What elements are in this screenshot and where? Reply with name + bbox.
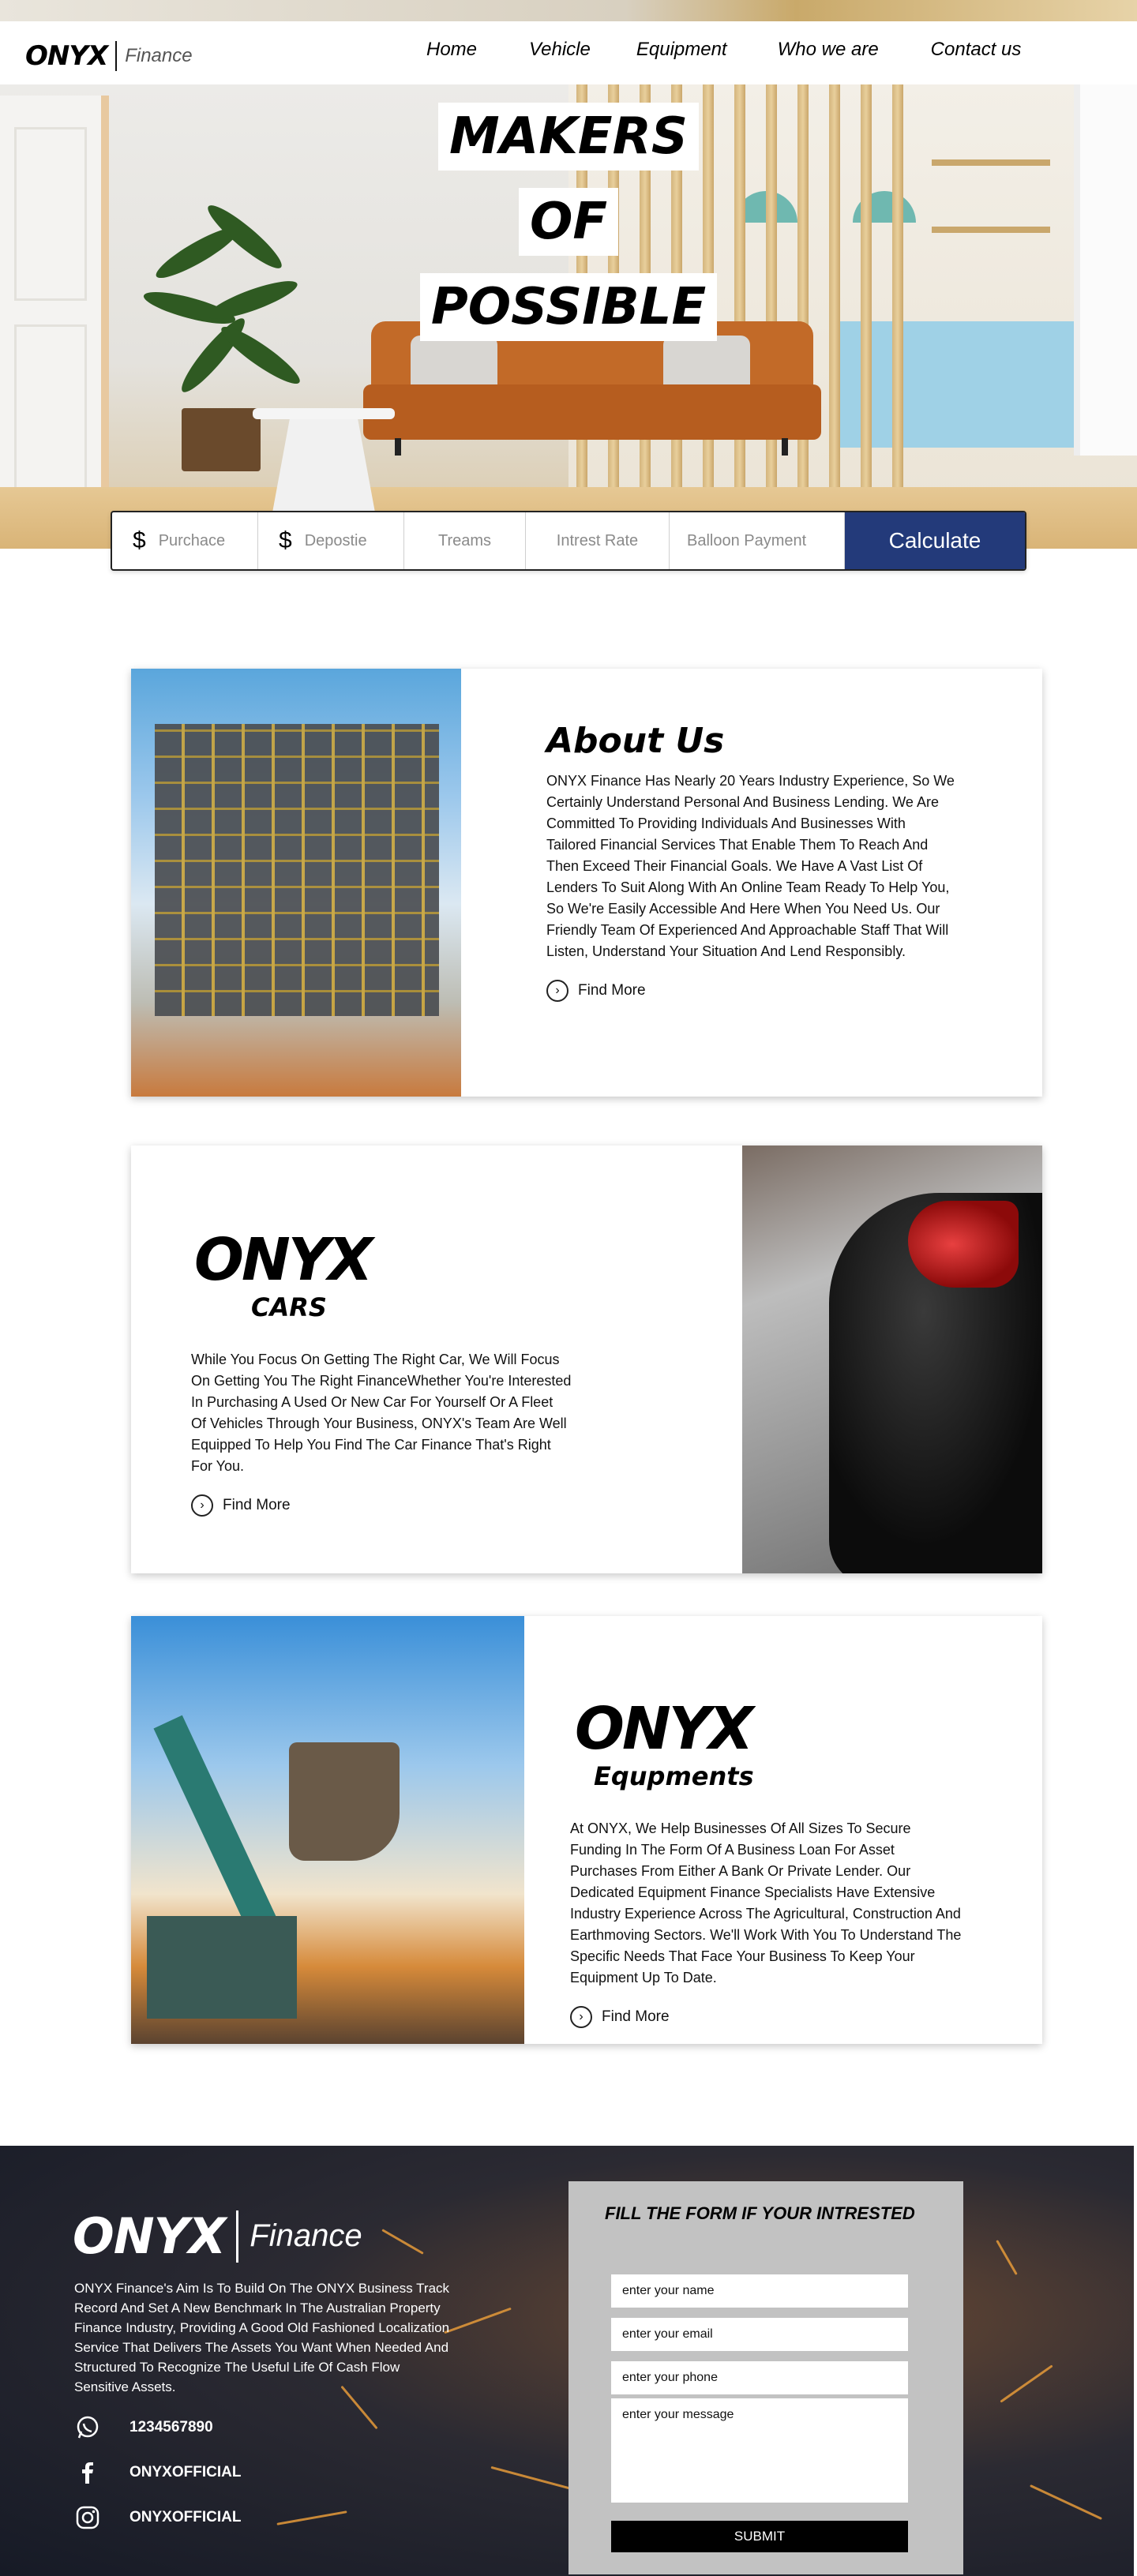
deposit-placeholder: Depostie <box>304 531 367 549</box>
about-find-more-label: Find More <box>578 982 646 999</box>
footer-instagram-handle: ONYXOFFICIAL <box>129 2509 242 2525</box>
name-input[interactable] <box>611 2274 908 2308</box>
terms-field[interactable] <box>404 512 526 569</box>
purchase-placeholder: Purchace <box>158 531 226 549</box>
nav-equipment[interactable]: Equipment <box>636 39 727 60</box>
logo-divider <box>115 41 117 71</box>
about-body: ONYX Finance Has Nearly 20 Years Industry Experience, So We Certainly Understand Personal And Business Lending. We Are Committed To Providing Individuals And Businesses With Tailored Financial Services That Enable Them To Reach And Then Exceed Their Financial Goals. We Have A Vast List Of Lenders To Suit Along With An Online Team Ready To Help You, So We're Easily Accessible And Here When You Need Us. Our Friendly Team Of Experienced And Approachable Staff That Will Listen, Understand Your Situation And Lend Responsibly. <box>546 773 955 959</box>
equipments-excavator-image <box>131 1616 524 2044</box>
footer-about-text: ONYX Finance's Aim Is To Build On The ONYX Business Track Record And Set A New Benchmark In The Australian Property Finance Industry, Providing A Good Old Fashioned Localization Service That Delivers The Assets You Want When Needed And Structured To Recognize The Useful Life Of Cash Flow Sensitive Assets. <box>74 2281 450 2394</box>
cars-find-more-link[interactable] <box>191 1494 578 1517</box>
balloon-payment-field[interactable] <box>670 512 845 569</box>
equipments-body: At ONYX, We Help Businesses Of All Sizes To Secure Funding In The Form Of A Business Loan For Asset Purchases From Either A Bank Or Private Lender. Our Dedicated Equipment Finance Specialists Have Extensive Industry Experience Across The Agricultural, Construction And Earthmoving Sectors. We'll Work With You To Understand The Specific Needs That Face Your Business To Keep Your Equipment Up To Date. <box>570 1820 962 1985</box>
cars-content <box>191 1226 578 1517</box>
logo-subtitle: Finance <box>125 45 193 66</box>
instagram-icon <box>74 2504 101 2531</box>
cars-brand-logo: ONYX <box>194 1226 371 1294</box>
dollar-icon: $ <box>133 527 146 553</box>
about-title: About Us <box>546 721 725 761</box>
email-input[interactable] <box>611 2318 908 2351</box>
nav-home[interactable]: Home <box>426 39 478 60</box>
nav-vehicle[interactable]: Vehicle <box>529 39 591 60</box>
chevron-right-icon: › <box>546 980 568 1002</box>
logo-brand: ONYX <box>25 40 108 72</box>
contact-form <box>568 2181 963 2574</box>
equipments-brand-subtitle: Equpments <box>594 1761 754 1791</box>
equipments-section <box>131 1616 1042 2044</box>
nav-who-we-are[interactable]: Who we are <box>777 39 879 60</box>
cars-body: While You Focus On Getting The Right Car, We Will Focus On Getting You The Right FinanceWhether You're Interested In Purchasing A Used Or New Car For Yourself Or A Fleet Of Vehicles Through Your Business, ONYX's Team Are Well Equipped To Help You Find The Car Finance That's Right For You. <box>191 1352 572 1474</box>
chevron-right-icon: › <box>570 2006 592 2028</box>
calculate-button[interactable]: Calculate <box>845 512 1025 569</box>
cars-image <box>742 1146 1042 1573</box>
contact-form-title: FILL THE FORM IF YOUR INTRESTED <box>605 2203 915 2223</box>
nav-contact-us[interactable]: Contact us <box>930 39 1022 60</box>
footer-facebook-handle: ONYXOFFICIAL <box>129 2464 242 2480</box>
about-find-more-link[interactable] <box>546 980 957 1002</box>
footer-logo-subtitle: Finance <box>250 2218 362 2253</box>
equipments-find-more-label: Find More <box>602 2008 670 2025</box>
deposit-field[interactable] <box>258 512 404 569</box>
site-header <box>0 21 1137 84</box>
about-building-image <box>131 669 461 1097</box>
site-logo[interactable] <box>25 40 193 72</box>
equipments-find-more-link[interactable] <box>570 2006 981 2028</box>
purchase-field[interactable] <box>112 512 258 569</box>
footer-facebook[interactable] <box>74 2459 241 2486</box>
footer-logo-divider <box>236 2210 238 2263</box>
facebook-icon <box>74 2459 101 2486</box>
balloon-payment-placeholder: Balloon Payment <box>687 531 807 549</box>
cars-find-more-label: Find More <box>223 1497 291 1513</box>
hero-title-line-1: MAKERS <box>438 103 699 171</box>
interest-rate-field[interactable] <box>526 512 670 569</box>
cars-section <box>131 1146 1042 1573</box>
submit-button[interactable]: SUBMIT <box>611 2521 908 2552</box>
main-menu <box>426 39 1073 61</box>
chevron-right-icon: › <box>191 1494 213 1517</box>
terms-placeholder: Treams <box>437 531 492 549</box>
hero-title-line-3: POSSIBLE <box>420 273 717 341</box>
about-section <box>131 669 1042 1097</box>
whatsapp-icon <box>74 2414 101 2441</box>
footer-phone-number: 1234567890 <box>129 2419 213 2435</box>
footer-instagram[interactable] <box>74 2504 241 2531</box>
interest-rate-placeholder: Intrest Rate <box>556 531 639 549</box>
finance-calculator <box>111 511 1026 571</box>
top-banner-strip <box>0 0 1137 21</box>
equipments-brand-logo: ONYX <box>575 1695 752 1763</box>
phone-input[interactable] <box>611 2361 908 2394</box>
site-footer <box>0 2146 1134 2576</box>
cars-brand-subtitle: CARS <box>251 1292 327 1322</box>
footer-logo[interactable] <box>73 2207 362 2265</box>
dollar-icon: $ <box>279 527 292 553</box>
about-content <box>546 721 957 1002</box>
footer-phone[interactable] <box>74 2414 213 2441</box>
message-input[interactable] <box>611 2398 908 2503</box>
equipments-content <box>570 1695 981 2028</box>
hero-title <box>0 103 1137 358</box>
footer-logo-brand: ONYX <box>73 2207 226 2265</box>
hero-title-line-2: OF <box>519 188 618 256</box>
